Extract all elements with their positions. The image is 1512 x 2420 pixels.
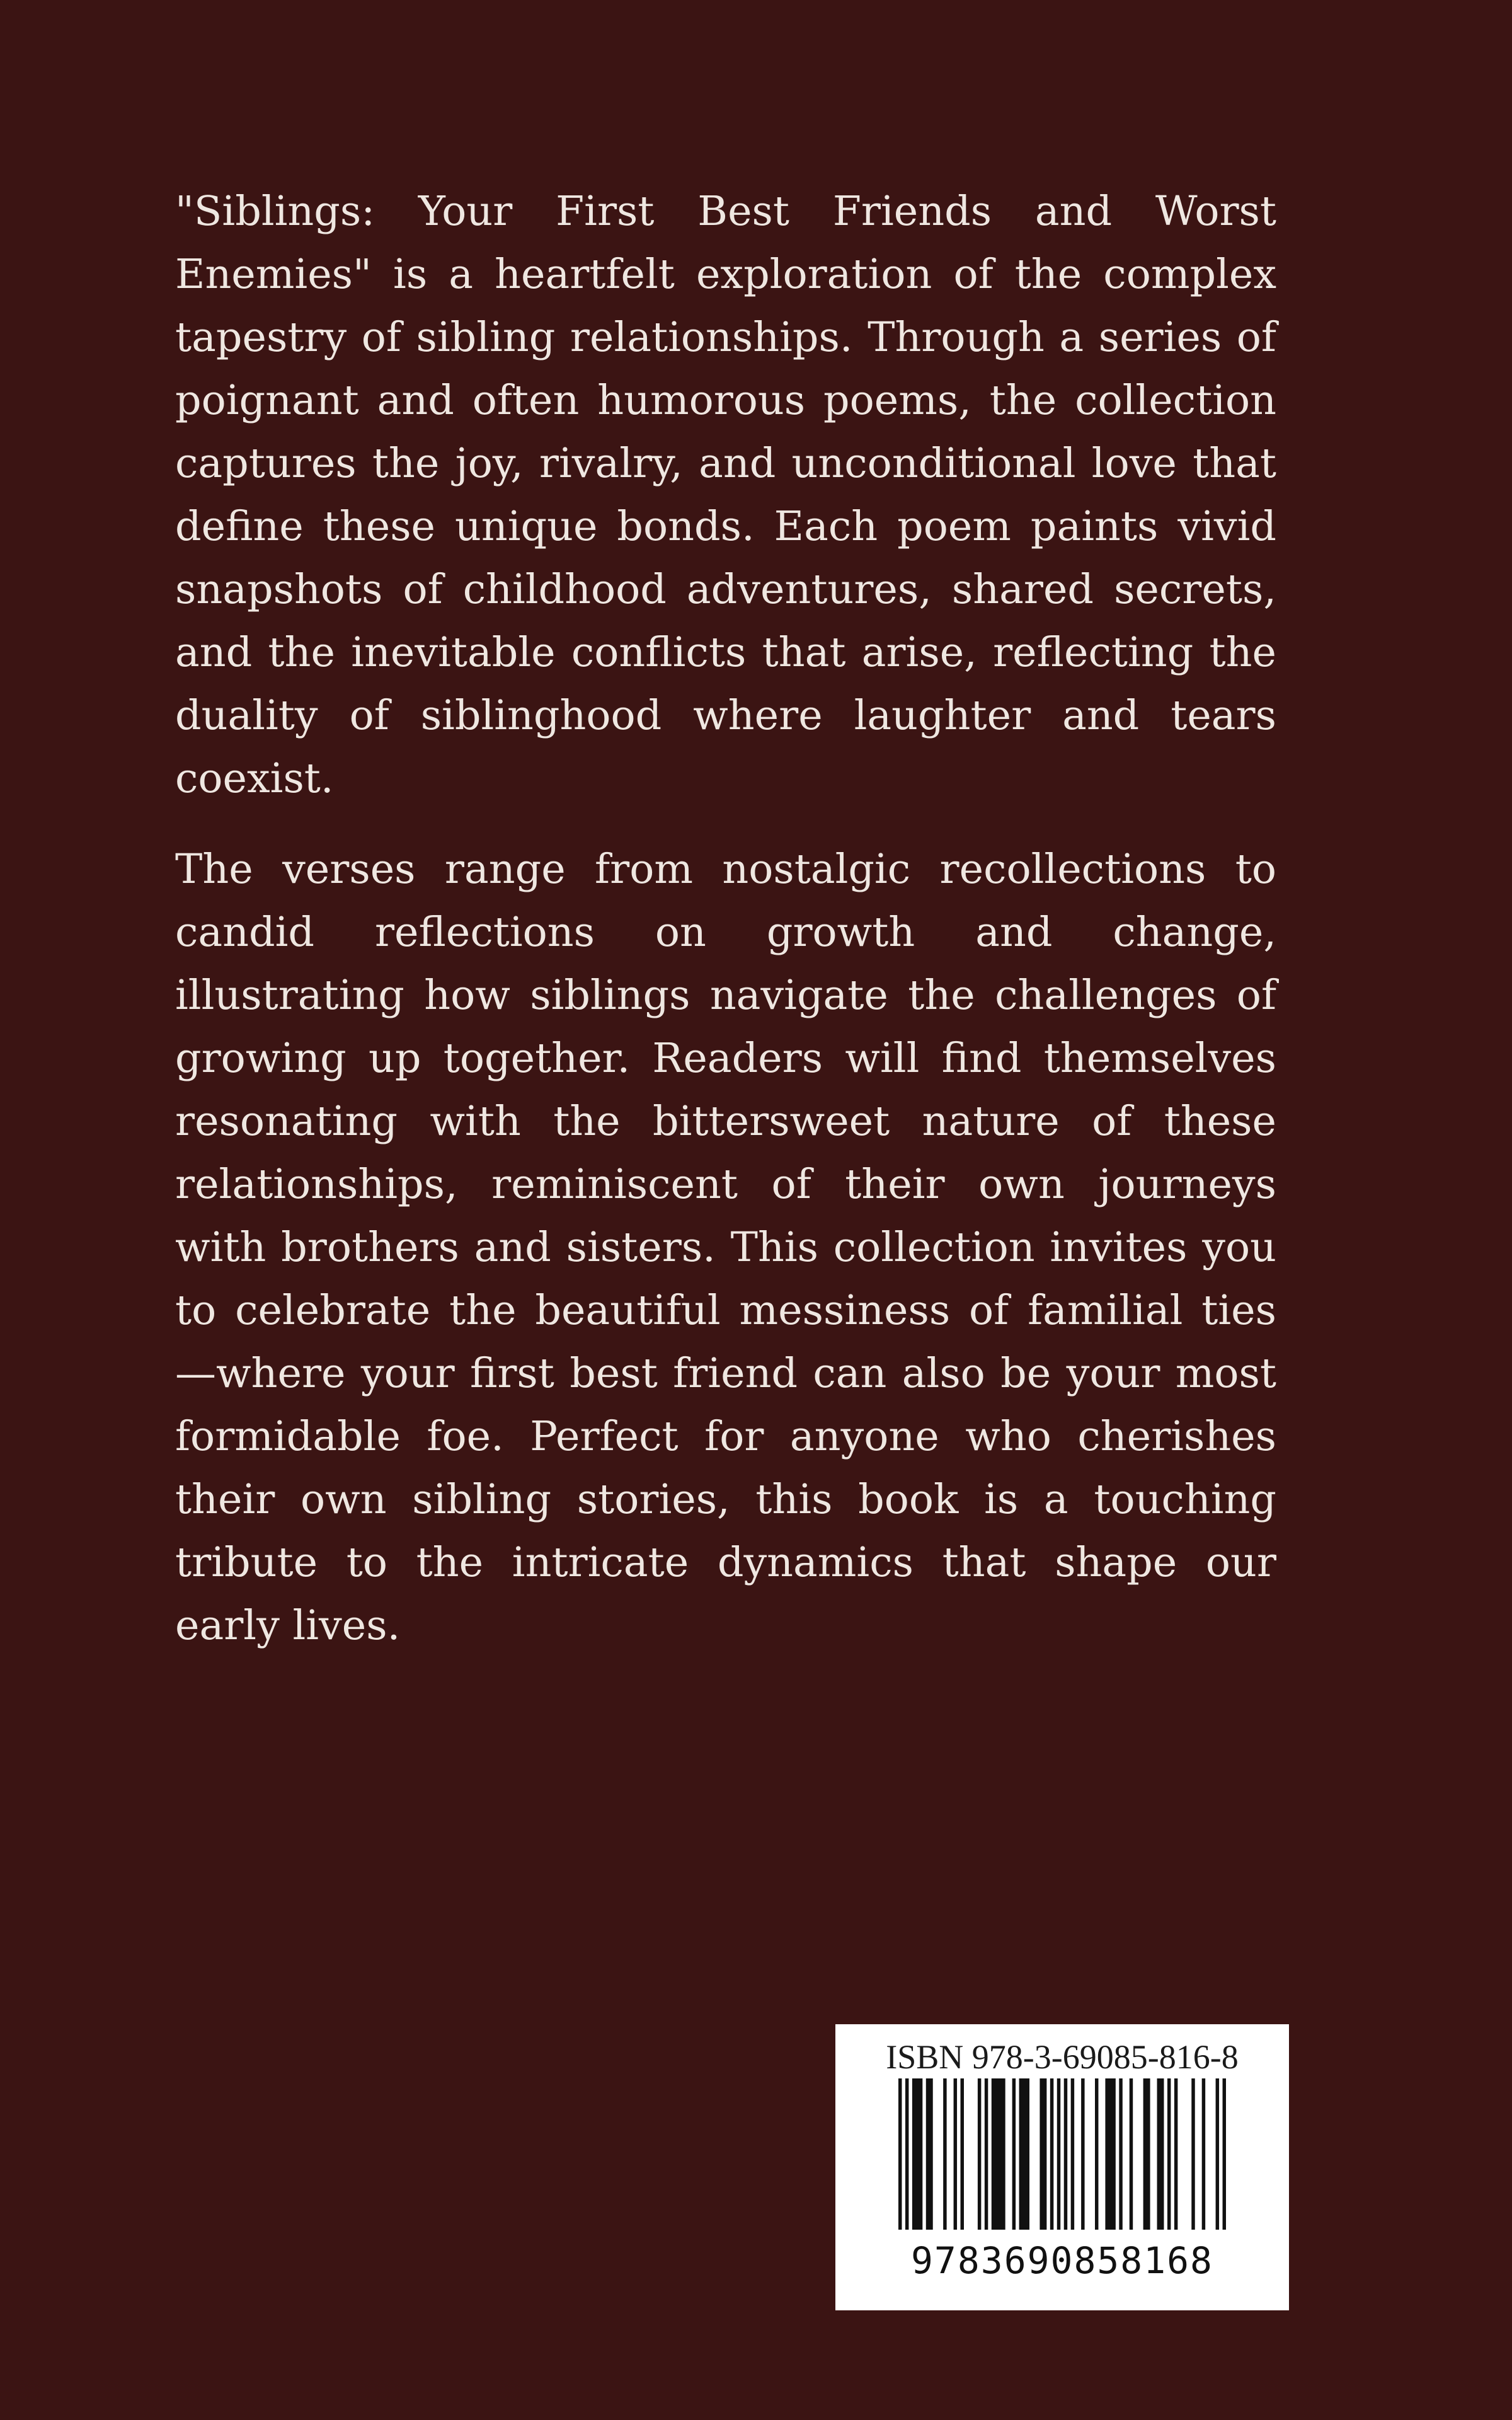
barcode-bar [1040, 2078, 1046, 2230]
barcode-bar [1216, 2078, 1219, 2230]
barcode-bar [978, 2078, 981, 2230]
barcode-bar [1167, 2078, 1171, 2230]
barcode-bar [1019, 2078, 1029, 2230]
barcode-bar [943, 2078, 946, 2230]
barcode-bar [1105, 2078, 1115, 2230]
barcode-bar [1064, 2078, 1067, 2230]
barcode-bar [1057, 2078, 1060, 2230]
barcode-bar [1119, 2078, 1122, 2230]
barcode-bar [954, 2078, 957, 2230]
barcode-bar [1174, 2078, 1177, 2230]
barcode-bar [985, 2078, 988, 2230]
description-paragraph-1: "Siblings: Your First Best Friends and Worst Enemies" is a heartfelt exploration of the complex tapestry of sibling relationships. Through a series of poignant and often humorous poems, the collection captures the joy, rivalry, and unconditional love that define these unique bonds. Each poem paints vivid snapshots of childhood adventures, shared secrets, and the inevitable conflicts that arise, reflecting the duality of siblinghood where laughter and tears coexist. [175, 188, 1276, 802]
isbn-barcode-block [835, 2024, 1289, 2310]
barcode-bar [1071, 2078, 1074, 2230]
barcode-bar [1143, 2078, 1150, 2230]
isbn-label: ISBN 978-3-69085-816-8 [886, 2038, 1239, 2076]
barcode-bar [1157, 2078, 1164, 2230]
book-description [175, 180, 1276, 1657]
barcode-digits: 9783690858168 [911, 2239, 1213, 2282]
barcode-bar [1095, 2078, 1098, 2230]
barcode-bar [905, 2078, 908, 2230]
barcode-bar [1050, 2078, 1053, 2230]
barcode-bar [992, 2078, 1005, 2230]
barcode-bar [1012, 2078, 1016, 2230]
barcode-bar [912, 2078, 922, 2230]
barcode-bar [1202, 2078, 1205, 2230]
description-paragraph-2: The verses range from nostalgic recollections to candid reflections on growth and change, illustrating how siblings navigate the challenges of growing up together. Readers will find themselves resonating with the bittersweet nature of these relationships, reminiscent of their own journeys with brothers and sisters. This collection invites you to celebrate the beautiful messiness of familial ties—where your first best friend can also be your most formidable foe. Perfect for anyone who cherishes their own sibling stories, this book is a touching tribute to the intricate dynamics that shape our early lives. [175, 846, 1276, 1649]
barcode-bar [926, 2078, 933, 2230]
barcode-bar [961, 2078, 964, 2230]
barcode-bar [1191, 2078, 1194, 2230]
barcode-bar [1130, 2078, 1133, 2230]
barcode-bar [1081, 2078, 1084, 2230]
barcode-bar [1223, 2078, 1226, 2230]
barcode-bar [898, 2078, 902, 2230]
barcode-icon [898, 2078, 1226, 2230]
